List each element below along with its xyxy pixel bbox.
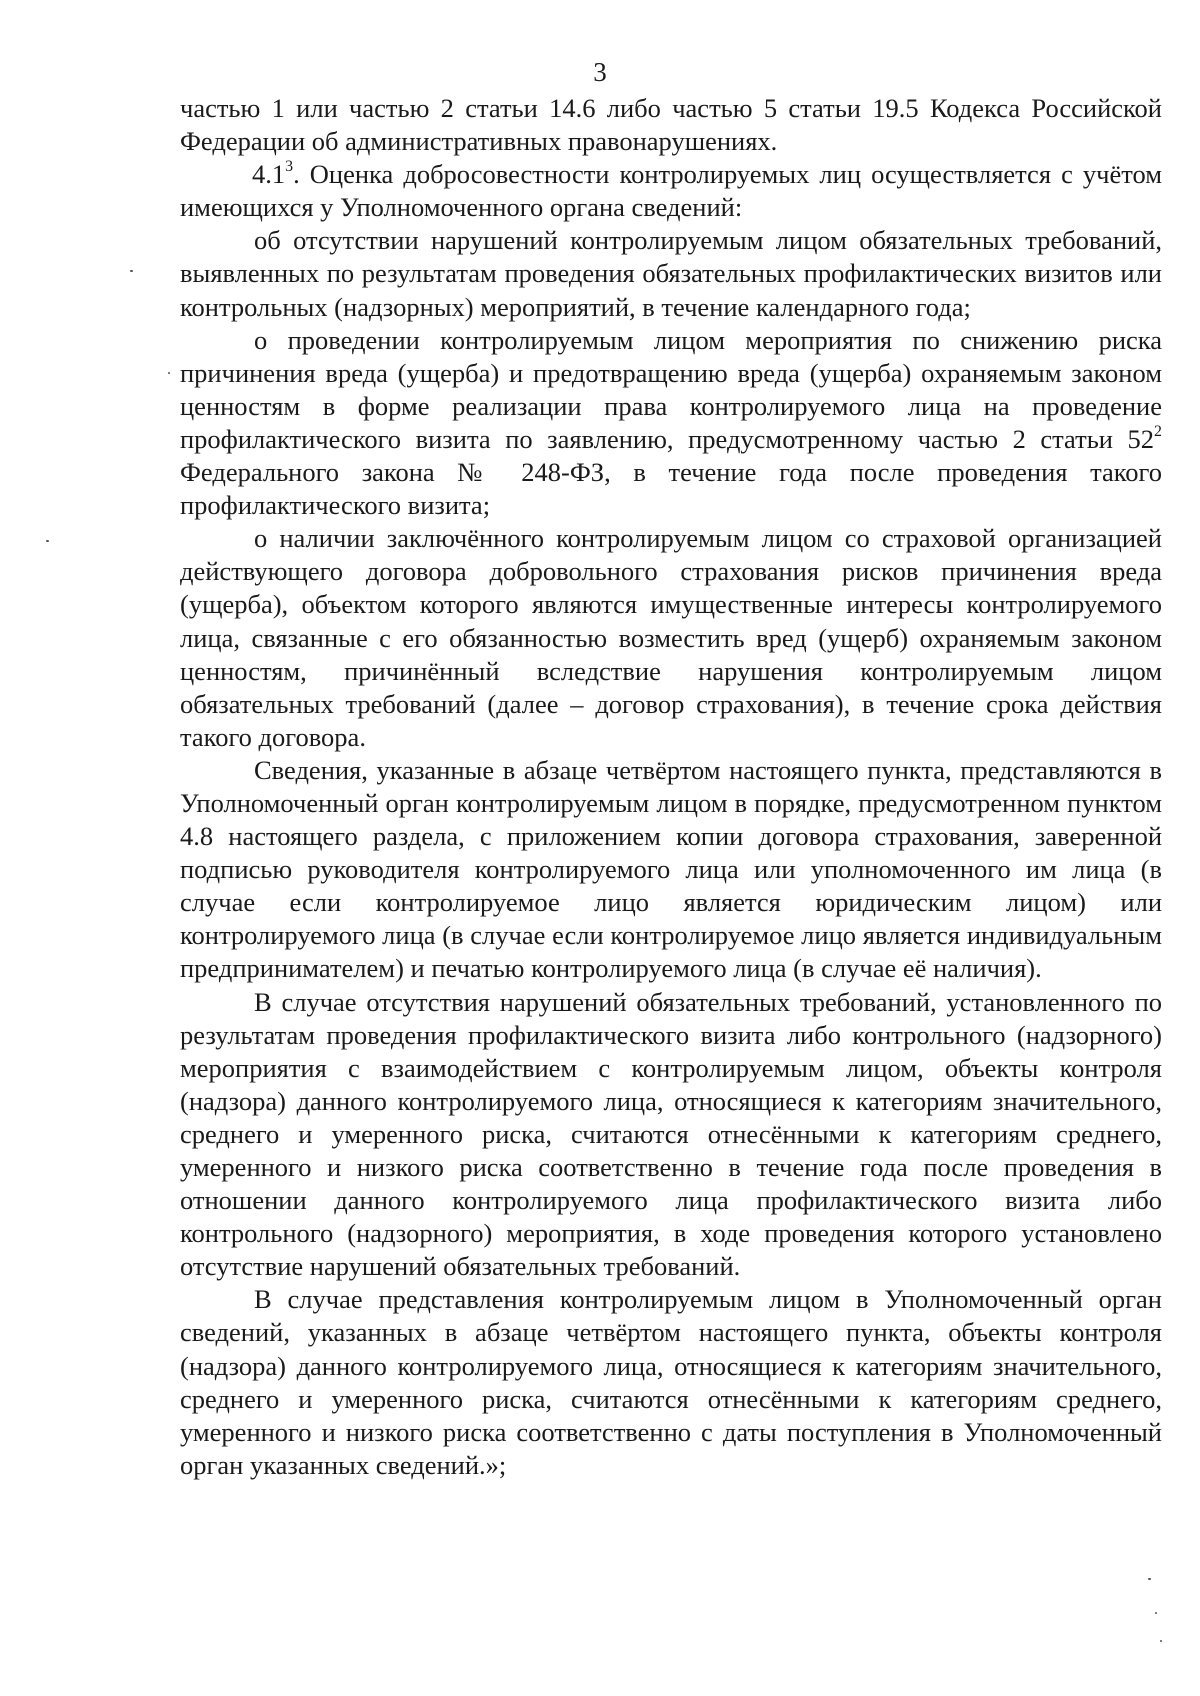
document-body [180,92,1162,1482]
scan-speck [1155,1612,1157,1614]
clause-text: . Оценка добросовестности контролируемых лиц осуществляется с учётом имеющихся у Уполномоченного органа сведений: [180,159,1162,223]
scan-speck [1148,1578,1151,1580]
preventive-visit-text-continued: Федерального закона № 248-ФЗ, в течение года после проведения такого профилактического визита; [180,457,1162,521]
article-superscript: 2 [1154,423,1162,441]
paragraph-absence-of-violations: В случае отсутствия нарушений обязательных требований, установленного по результатам проведения профилактического визита либо контрольного (надзорного) мероприятия с взаимодействием с контролируемым лицом, объекты контроля (надзора) данного контролируемого лица, относящиеся к категориям значительного, среднего и умеренного риска, считаются отнесёнными к категориям среднего, умеренного и низкого риска соответственно в течение года после проведения в отношении данного контролируемого лица профилактического визита либо контрольного (надзорного) мероприятия, в ходе проведения которого установлено отсутствие нарушений обязательных требований. [180,986,1162,1282]
paragraph-continuation: частью 1 или частью 2 статьи 14.6 либо частью 5 статьи 19.5 Кодекса Российской Федерации об административных правонарушениях. [180,93,1162,157]
paragraph-no-violations: об отсутствии нарушений контролируемым лицом обязательных требований, выявленных по результатам проведения обязательных профилактических визитов или контрольных (надзорных) мероприятий, в течение календарного года; [180,225,1162,322]
paragraph-insurance-contract: о наличии заключённого контролируемым лицом со страховой организацией действующего договора добровольного страхования рисков причинения вреда (ущерба), объектом которого являются имущественные интересы контролируемого лица, связанные с его обязанностью возместить вред (ущерб) охраняемым законом ценностям, причинённый вследствие нарушения контролируемым лицом обязательных требований (далее – договор страхования), в течение срока действия такого договора. [180,523,1162,752]
scan-speck [130,270,133,272]
paragraph-submission-effect: В случае представления контролируемым лицом в Уполномоченный орган сведений, указанных в абзаце четвёртом настоящего пункта, объекты контроля (надзора) данного контролируемого лица, относящиеся к категориям значительного, среднего и умеренного риска, считаются отнесёнными к категориям среднего, умеренного и низкого риска соответственно с даты поступления в Уполномоченный орган указанных сведений.»; [180,1284,1162,1480]
clause-number-superscript: 3 [285,158,294,176]
paragraph-information-submission: Сведения, указанные в абзаце четвёртом настоящего пункта, представляются в Уполномоченный орган контролируемым лицом в порядке, предусмотренном пунктом 4.8 настоящего раздела, с приложением копии договора страхования, заверенной подписью руководителя контролируемого лица или уполномоченного им лица (в случае если контролируемое лицо является юридическим лицом) или контролируемого лица (в случае если контролируемое лицо является индивидуальным предпринимателем) и печатью контролируемого лица (в случае её наличия). [180,754,1162,984]
scan-speck [168,372,170,374]
paragraph-preventive-visit [180,324,1162,523]
scan-speck [1160,1640,1162,1642]
clause-number: 4.1 [252,159,286,190]
page-number: 3 [593,57,607,87]
paragraph-4-1-3 [180,158,1162,224]
preventive-visit-text: о проведении контролируемым лицом мероприятия по снижению риска причинения вреда (ущерба) и предотвращению вреда (ущерба) охраняемым законом ценностям в форме реализации права контролируемого лица на проведение профилактического визита по заявлению, предусмотренному частью 2 статьи 52 [180,324,1162,454]
scan-speck [46,540,49,542]
